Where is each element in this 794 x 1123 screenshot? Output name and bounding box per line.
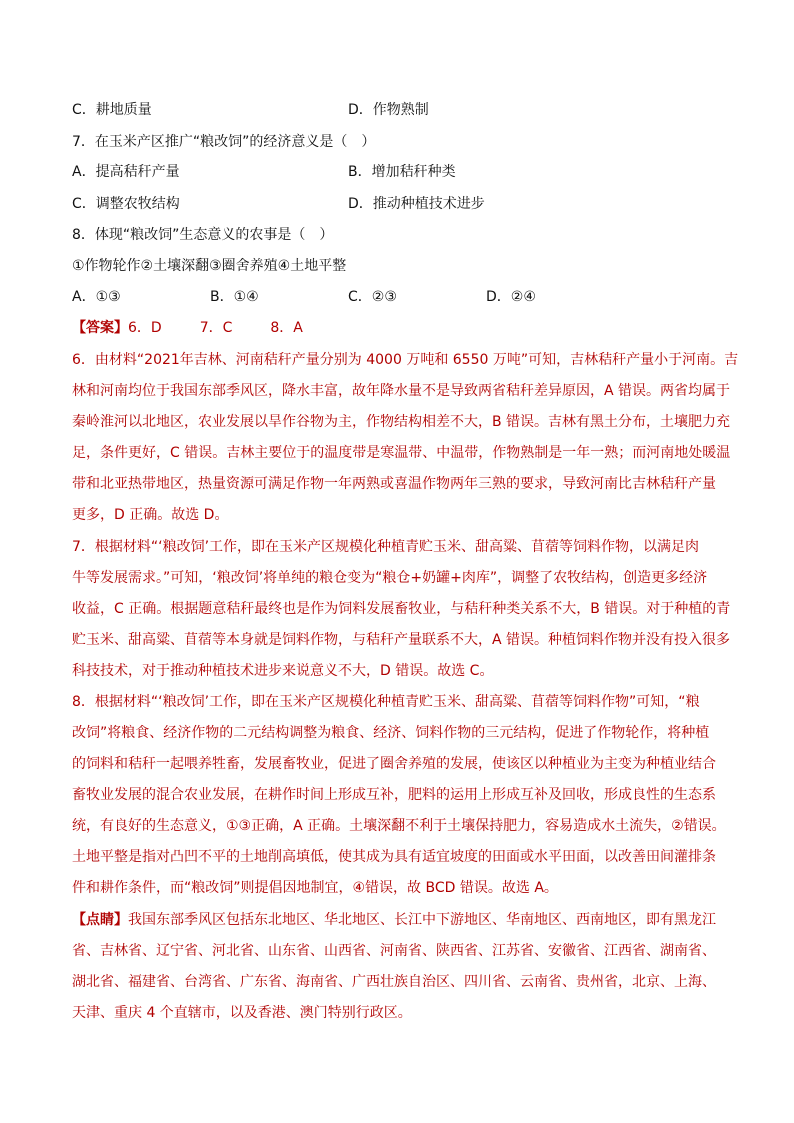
explanation-line: 带和北亚热带地区，热量资源可满足作物一年两熟或喜温作物两年三熟的要求，导致河南比吉林秸秆产量 [72, 476, 716, 492]
tip-line: 省、吉林省、辽宁省、河北省、山东省、山西省、河南省、陕西省、江苏省、安徽省、江西省、湖南省、 [72, 943, 716, 959]
q7-option-d: D．推动种植技术进步 [348, 196, 485, 212]
explanation-line: 科技技术，对于推动种植技术进步来说意义不大，D 错误。故选 C。 [72, 663, 494, 679]
tip-line [72, 910, 716, 930]
explanation-line: 牛等发展需求。”可知，‘粮改饲’将单纯的粮仓变为“粮仓+奶罐+肉库”，调整了农牧结构，创造更多经济 [72, 570, 708, 586]
q7-option-b: B．增加秸秆种类 [348, 164, 456, 180]
explanation-line: 秦岭淮河以北地区，农业发展以旱作谷物为主，作物结构相差不大，B 错误。吉林有黑土分布，土壤肥力充 [72, 414, 731, 430]
answer-line [72, 318, 303, 338]
q7-option-c: C．调整农牧结构 [72, 196, 180, 212]
answer-7: 7．C [199, 320, 233, 336]
explanation-line: 的饲料和秸秆一起喂养牲畜，发展畜牧业，促进了圈舍养殖的发展，使该区以种植业为主变为种植业结合 [72, 756, 716, 772]
explanation-line: 改饲”将粮食、经济作物的二元结构调整为粮食、经济、饲料作物的三元结构，促进了作物轮作，将种植 [72, 725, 710, 741]
explanation-line: 畜牧业发展的混合农业发展，在耕作时间上形成互补，肥料的运用上形成互补及回收，形成良性的生态系 [72, 787, 716, 803]
explanation-line: 林和河南均位于我国东部季风区，降水丰富，故年降水量不是导致两省秸秆差异原因，A 错误。两省均属于 [72, 383, 731, 399]
tip-line: 天津、重庆 4 个直辖市，以及香港、澳门特别行政区。 [72, 1005, 412, 1021]
q8-stem: 8．体现“粮改饲”生态意义的农事是（ ） [72, 227, 334, 243]
q6-option-c: C．耕地质量 [72, 102, 152, 118]
q8-option-b: B．①④ [210, 289, 259, 305]
q8-option-c: C．②③ [348, 289, 397, 305]
explanation-line: 土地平整是指对凸凹不平的土地削高填低，使其成为具有适宜坡度的田面或水平田面，以改善田间灌排条 [72, 849, 716, 865]
q7-stem: 7．在玉米产区推广“粮改饲”的经济意义是（ ） [72, 134, 376, 150]
answer-label: 【答案】 [72, 320, 128, 336]
explanation-line: 件和耕作条件，而“粮改饲”则提倡因地制宜，④错误，故 BCD 错误。故选 A。 [72, 880, 558, 896]
answer-6: 6．D [128, 320, 162, 336]
explanation-line: 6．由材料“2021年吉林、河南秸秆产量分别为 4000 万吨和 6550 万吨”可知，吉林秸秆产量小于河南。吉 [72, 352, 739, 368]
tip-text: 我国东部季风区包括东北地区、华北地区、长江中下游地区、华南地区、西南地区，即有黑龙江 [128, 912, 716, 928]
explanation-line: 7．根据材料“‘粮改饲’工作，即在玉米产区规模化种植青贮玉米、甜高粱、苜蓿等饲料作物，以满足肉 [72, 539, 700, 555]
explanation-line: 贮玉米、甜高粱、苜蓿等本身就是饲料作物，与秸秆产量联系不大，A 错误。种植饲料作物并没有投入很多 [72, 632, 731, 648]
q6-option-d: D．作物熟制 [348, 102, 429, 118]
explanation-line: 8．根据材料“‘粮改饲’工作，即在玉米产区规模化种植青贮玉米、甜高粱、苜蓿等饲料作物”可知，“粮 [72, 694, 700, 710]
q8-option-d: D．②④ [486, 289, 536, 305]
q8-option-a: A．①③ [72, 289, 121, 305]
explanation-line: 足，条件更好，C 错误。吉林主要位于的温度带是寒温带、中温带，作物熟制是一年一熟；而河南地处暖温 [72, 445, 731, 461]
tip-line: 湖北省、福建省、台湾省、广东省、海南省、广西壮族自治区、四川省、云南省、贵州省，北京、上海、 [72, 974, 716, 990]
q7-option-a: A．提高秸秆产量 [72, 164, 180, 180]
tip-label: 【点睛】 [72, 912, 128, 928]
q8-items: ①作物轮作②土壤深翻③圈舍养殖④土地平整 [72, 258, 347, 274]
explanation-line: 收益，C 正确。根据题意秸秆最终也是作为饲料发展畜牧业，与秸秆种类关系不大，B 错误。对于种植的青 [72, 601, 731, 617]
explanation-line: 统，有良好的生态意义，①③正确，A 正确。土壤深翻不利于土壤保持肥力，容易造成水土流失，②错误。 [72, 818, 726, 834]
explanation-line: 更多，D 正确。故选 D。 [72, 507, 229, 523]
answer-8: 8．A [270, 320, 303, 336]
